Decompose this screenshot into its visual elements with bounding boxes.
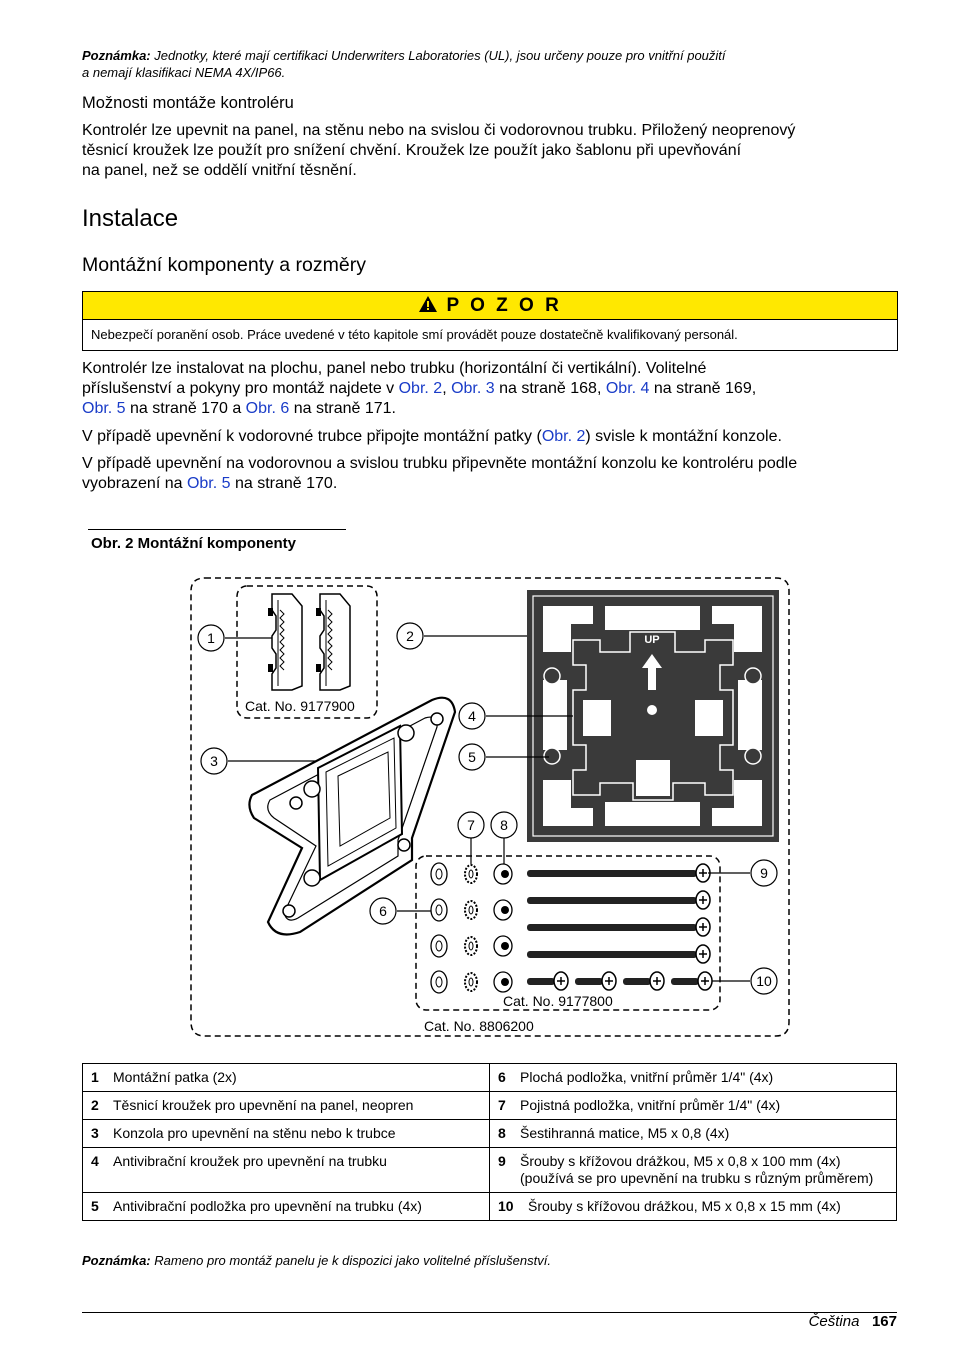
section-title: Instalace: [82, 205, 179, 232]
p3-text-b: na straně 170.: [230, 475, 338, 492]
warning-box: [82, 291, 898, 351]
bottom-note-text: Rameno pro montáž panelu je k dispozici jako volitelné příslušenství.: [150, 1253, 551, 1268]
callout-8: [491, 812, 517, 838]
paragraph-1: [82, 359, 912, 419]
note-text: Jednotky, které mají certifikaci Underwriters Laboratories (UL), jsou určeny pouze pro vnitřní použití: [150, 48, 726, 63]
callout-3: [201, 748, 227, 774]
mounting-foot-left: [268, 594, 302, 690]
paragraph-2: [82, 427, 912, 447]
bottom-note: [82, 1252, 902, 1269]
callout-5: [459, 744, 485, 770]
legend-number: 10: [498, 1198, 514, 1214]
lock-washers: [465, 865, 477, 991]
p1-text-b: na straně 168,: [494, 380, 606, 397]
legend-cell: [83, 1193, 490, 1221]
p1-text-a: příslušenství a pokyny pro montáž najdete v: [82, 380, 399, 397]
svg-text:4: 4: [468, 708, 476, 724]
mounting-components-figure: [0, 560, 954, 1050]
legend-text: Šestihranná matice, M5 x 0,8 (4x): [520, 1125, 730, 1141]
callout-2: [397, 623, 423, 649]
p1-text-c: na straně 169,: [649, 380, 757, 397]
callout-7: [458, 812, 484, 838]
figure-legend-table: [82, 1063, 897, 1221]
warning-title: P O Z O R: [446, 295, 562, 316]
callout-4: [459, 703, 485, 729]
legend-row: [83, 1120, 897, 1148]
warning-triangle-icon: [418, 295, 438, 313]
legend-cell: [83, 1148, 490, 1193]
mounting-foot-right: [316, 594, 350, 690]
legend-cell: [490, 1064, 897, 1092]
link-obr-5-b[interactable]: Obr. 5: [186, 475, 231, 492]
link-obr-6[interactable]: Obr. 6: [245, 400, 290, 417]
svg-text:2: 2: [406, 628, 414, 644]
legend-cell: [83, 1120, 490, 1148]
mount-options-paragraph: [82, 121, 912, 181]
legend-text: Konzola pro upevnění na stěnu nebo k trubce: [113, 1125, 396, 1141]
p1-line1: Kontrolér lze instalovat na plochu, panel nebo trubku (horizontální či vertikální). Volitelné: [82, 360, 707, 377]
callout-1: [198, 625, 224, 651]
mount-line-3: na panel, než se oddělí vnitřní těsnění.: [82, 162, 357, 179]
short-screws: [527, 972, 712, 990]
svg-text:7: 7: [467, 817, 475, 833]
link-obr-3[interactable]: Obr. 3: [451, 380, 495, 397]
legend-cell: [490, 1193, 897, 1221]
legend-cell: [490, 1120, 897, 1148]
mount-line-2: těsnicí kroužek lze použít pro snížení chvění. Kroužek lze použít jako šablonu při upevňování: [82, 142, 742, 159]
cat-no-hardware: Cat. No. 9177800: [503, 993, 613, 1009]
legend-text: Plochá podložka, vnitřní průměr 1/4" (4x): [520, 1069, 774, 1085]
legend-text: Pojistná podložka, vnitřní průměr 1/4" (4x): [520, 1097, 781, 1113]
link-obr-5[interactable]: Obr. 5: [82, 400, 126, 417]
page-footer: [809, 1313, 897, 1330]
legend-text: Těsnicí kroužek pro upevnění na panel, neopren: [113, 1097, 414, 1113]
svg-text:10: 10: [756, 973, 772, 989]
flat-washers: [431, 863, 447, 993]
legend-text: Antivibrační kroužek pro upevnění na trubku: [113, 1153, 387, 1169]
legend-row: [83, 1148, 897, 1193]
svg-text:3: 3: [210, 753, 218, 769]
mounting-bracket: [249, 698, 455, 935]
top-note: [82, 47, 902, 81]
link-obr-2[interactable]: Obr. 2: [398, 380, 443, 397]
p2-text-a: V případě upevnění k vodorovné trubce připojte montážní patky (: [82, 428, 542, 445]
legend-number: 3: [91, 1125, 99, 1141]
warning-header: [83, 292, 897, 320]
legend-text: Šrouby s křížovou drážkou, M5 x 0,8 x 100 mm (4x) (používá se pro upevnění na trubku s různým průměrem): [520, 1153, 874, 1186]
hex-nuts: [494, 864, 512, 992]
legend-number: 1: [91, 1069, 99, 1085]
legend-row: [83, 1064, 897, 1092]
legend-number: 5: [91, 1198, 99, 1214]
link-obr-2-b[interactable]: Obr. 2: [541, 428, 586, 445]
callout-6: [370, 898, 396, 924]
link-obr-4[interactable]: Obr. 4: [605, 380, 650, 397]
svg-text:6: 6: [379, 903, 387, 919]
note-text-2: a nemají klasifikaci NEMA 4X/IP66.: [82, 65, 286, 80]
cat-no-feet: Cat. No. 9177900: [245, 698, 355, 714]
callout-9: [751, 860, 777, 886]
legend-text: Šrouby s křížovou drážkou, M5 x 0,8 x 15 mm (4x): [528, 1198, 841, 1214]
subsection-title: Montážní komponenty a rozměry: [82, 254, 366, 276]
cat-no-kit: Cat. No. 8806200: [424, 1018, 534, 1034]
legend-cell: [490, 1092, 897, 1120]
legend-number: 8: [498, 1125, 506, 1141]
svg-text:9: 9: [760, 865, 768, 881]
caption-rule: [88, 529, 346, 530]
mount-line-1: Kontrolér lze upevnit na panel, na stěnu nebo na svislou či vodorovnou trubku. Přiložený neoprenový: [82, 122, 796, 139]
note-label: Poznámka:: [82, 48, 151, 63]
legend-row: [83, 1092, 897, 1120]
footer-language: Čeština: [808, 1313, 860, 1330]
svg-text:8: 8: [500, 817, 508, 833]
legend-number: 4: [91, 1153, 99, 1169]
figure-caption: Obr. 2 Montážní komponenty: [91, 535, 297, 552]
up-label: UP: [644, 634, 660, 646]
p1-text-e: na straně 171.: [289, 400, 396, 417]
page-number: 167: [871, 1313, 897, 1330]
p1-text-d: na straně 170 a: [125, 400, 246, 417]
long-screws: [527, 864, 710, 963]
legend-text: Montážní patka (2x): [113, 1069, 237, 1085]
p1-sep: ,: [442, 380, 452, 397]
paragraph-3: [82, 454, 912, 494]
p3-text-a: vyobrazení na: [82, 475, 187, 492]
warning-text: Nebezpečí poranění osob. Práce uvedené v této kapitole smí provádět pouze dostatečně kvalifikovaný personál.: [91, 327, 738, 342]
legend-cell: [83, 1092, 490, 1120]
legend-row: [83, 1193, 897, 1221]
legend-number: 9: [498, 1153, 506, 1169]
legend-text: Antivibrační podložka pro upevnění na trubku (4x): [113, 1198, 422, 1214]
p2-text-b: ) svisle k montážní konzole.: [585, 428, 782, 445]
callout-10: [751, 968, 777, 994]
p3-line1: V případě upevnění na vodorovnou a svislou trubku připevněte montážní konzolu ke kontroléru podle: [82, 455, 798, 472]
svg-text:5: 5: [468, 749, 476, 765]
hardware-kit-outline: [416, 856, 720, 1010]
bottom-note-label: Poznámka:: [82, 1253, 151, 1268]
legend-number: 2: [91, 1097, 99, 1113]
legend-number: 7: [498, 1097, 506, 1113]
footer-rule: [82, 1312, 897, 1313]
svg-text:1: 1: [207, 630, 215, 646]
legend-number: 6: [498, 1069, 506, 1085]
legend-cell: [83, 1064, 490, 1092]
legend-cell: [490, 1148, 897, 1193]
mount-options-heading: Možnosti montáže kontroléru: [82, 94, 294, 112]
